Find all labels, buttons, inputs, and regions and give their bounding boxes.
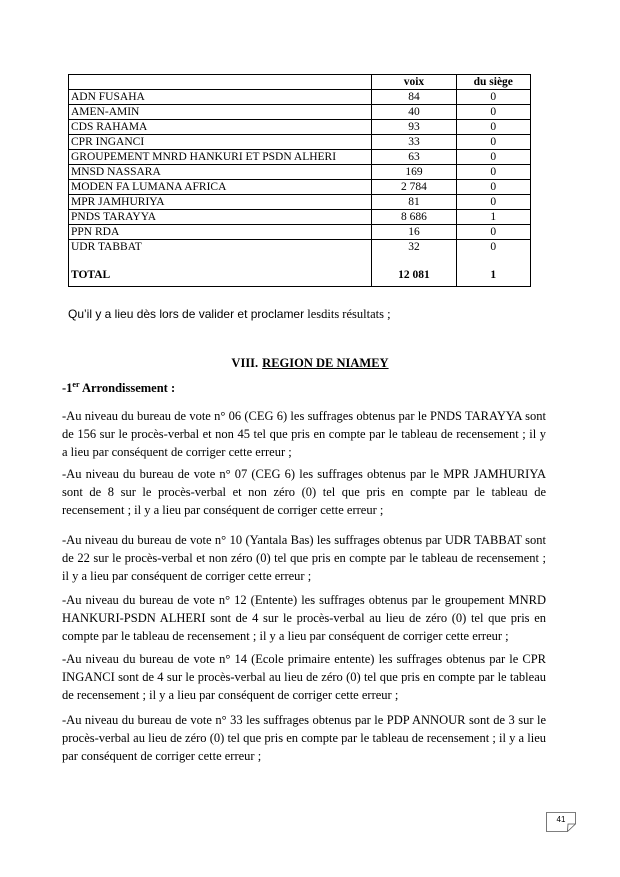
table-row (69, 210, 531, 225)
paragraph: -Au niveau du bureau de vote n° 06 (CEG 6) les suffrages obtenus par le PNDS TARAYYA sont de 156 sur le procès-verbal et non 45 tel que pris en compte par le tableau de recensement ; il y a lieu par conséquent de corriger cette erreur ; (62, 409, 546, 459)
table-header-row (69, 75, 531, 90)
votes-cell: 8 686 (372, 210, 456, 225)
seats-column-header: du siège (456, 75, 530, 90)
total-votes: 12 081 (372, 254, 456, 287)
subheading-suffix: Arrondissement : (79, 381, 176, 395)
party-column-header (69, 75, 372, 90)
results-table (68, 74, 531, 287)
table-row (69, 240, 531, 255)
seats-cell: 0 (456, 135, 530, 150)
paragraph: -Au niveau du bureau de vote n° 10 (Yantala Bas) les suffrages obtenus par UDR TABBAT sont de 22 sur le procès-verbal et non zéro (0) tel que pris en compte par le tableau de recensement ; il y a lieu par conséquent de corriger cette erreur ; (62, 533, 546, 583)
votes-cell: 81 (372, 195, 456, 210)
subheading-prefix: -1 (62, 381, 73, 395)
paragraph: -Au niveau du bureau de vote n° 12 (Entente) les suffrages obtenus par le groupement MNRD HANKURI-PSDN ALHERI sont de 4 sur le procès-verbal au lieu de zéro (0) tel que pris en compte par le tableau de recensement ; il y a lieu par conséquent de corriger cette erreur ; (62, 593, 546, 643)
party-cell: GROUPEMENT MNRD HANKURI ET PSDN ALHERI (69, 150, 372, 165)
seats-cell: 0 (456, 150, 530, 165)
votes-cell: 63 (372, 150, 456, 165)
section-title (0, 356, 620, 371)
votes-cell: 33 (372, 135, 456, 150)
seats-cell: 0 (456, 90, 530, 105)
votes-cell: 93 (372, 120, 456, 135)
table-row (69, 135, 531, 150)
conclusion-line (68, 307, 391, 322)
party-cell: MPR JAMHURIYA (69, 195, 372, 210)
votes-cell: 16 (372, 225, 456, 240)
table-row (69, 195, 531, 210)
paragraph: -Au niveau du bureau de vote n° 14 (Ecole primaire entente) les suffrages obtenus par le CPR INGANCI sont de 4 sur le procès-verbal au lieu de zéro (0) tel que pris en compte par le tableau de recensement ; il y a lieu par conséquent de corriger cette erreur ; (62, 652, 546, 702)
party-cell: MNSD NASSARA (69, 165, 372, 180)
party-cell: MODEN FA LUMANA AFRICA (69, 180, 372, 195)
votes-cell: 2 784 (372, 180, 456, 195)
party-cell: ADN FUSAHA (69, 90, 372, 105)
table-row (69, 180, 531, 195)
seats-cell: 0 (456, 165, 530, 180)
conclusion-part1: Qu’il y a lieu dès lors de valider et proclamer (68, 307, 305, 321)
paragraph: -Au niveau du bureau de vote n° 07 (CEG 6) les suffrages obtenus par le MPR JAMHURIYA sont de 8 sur le procès-verbal et non zéro (0) tel que pris en compte par le tableau de recensement ; il y a lieu par conséquent de corriger cette erreur ; (62, 467, 546, 517)
subheading-sup: er (72, 380, 80, 389)
table-row (69, 120, 531, 135)
subheading (62, 380, 175, 396)
party-cell: CDS RAHAMA (69, 120, 372, 135)
seats-cell: 0 (456, 240, 530, 255)
votes-cell: 40 (372, 105, 456, 120)
seats-cell: 0 (456, 195, 530, 210)
votes-cell: 32 (372, 240, 456, 255)
table-row (69, 90, 531, 105)
page-number: 41 (556, 815, 566, 824)
party-cell: PNDS TARAYYA (69, 210, 372, 225)
total-seats: 1 (456, 254, 530, 287)
party-cell: UDR TABBAT (69, 240, 372, 255)
table-row (69, 150, 531, 165)
votes-cell: 169 (372, 165, 456, 180)
party-cell: AMEN-AMIN (69, 105, 372, 120)
seats-cell: 0 (456, 225, 530, 240)
table-row (69, 225, 531, 240)
section-name: REGION DE NIAMEY (262, 356, 389, 370)
votes-cell: 84 (372, 90, 456, 105)
table-total-row (69, 254, 531, 287)
table-row (69, 105, 531, 120)
party-cell: PPN RDA (69, 225, 372, 240)
page-number-badge (546, 812, 576, 832)
seats-cell: 0 (456, 180, 530, 195)
paragraph: -Au niveau du bureau de vote n° 33 les suffrages obtenus par le PDP ANNOUR sont de 3 sur le procès-verbal au lieu de zéro (0) tel que pris en compte par le tableau de recensement ; il y a lieu par conséquent de corriger cette erreur ; (62, 713, 546, 763)
party-cell: CPR INGANCI (69, 135, 372, 150)
table-row (69, 165, 531, 180)
seats-cell: 0 (456, 120, 530, 135)
seats-cell: 1 (456, 210, 530, 225)
total-label: TOTAL (69, 254, 372, 287)
conclusion-part2: lesdits résultats ; (304, 307, 391, 321)
section-number: VIII. (231, 356, 259, 370)
votes-column-header: voix (372, 75, 456, 90)
seats-cell: 0 (456, 105, 530, 120)
